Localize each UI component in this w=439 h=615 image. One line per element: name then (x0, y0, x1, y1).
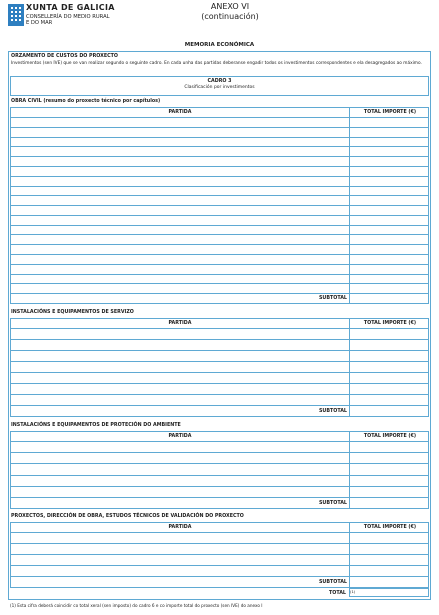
table-row-divider (11, 405, 428, 406)
table-row-divider (11, 463, 428, 464)
table-row-divider (11, 283, 428, 284)
cadro-title: CADRO 3 (207, 79, 232, 84)
column-divider (349, 108, 350, 303)
org-name: XUNTA DE GALICIA (26, 3, 115, 12)
table-row-divider (11, 350, 428, 351)
department-line-1: CONSELLERÍA DO MEDIO RURAL (26, 14, 110, 20)
header-divider (11, 441, 428, 442)
column-divider (349, 523, 350, 587)
column-header-partida: PARTIDA (168, 525, 192, 530)
table-row-divider (11, 543, 428, 544)
table-row-divider (11, 176, 428, 177)
document-title: MEMORIA ECONÓMICA (184, 42, 255, 48)
table-row-divider (11, 497, 428, 498)
department-line-2: E DO MAR (26, 20, 53, 26)
table-row-divider (11, 146, 428, 147)
column-header-total: TOTAL IMPORTE (€) (363, 321, 417, 326)
annex-title: ANEXO VI (210, 2, 250, 11)
table-row-divider (11, 576, 428, 577)
table-row-divider (11, 394, 428, 395)
table-row-divider (11, 293, 428, 294)
table-row-divider (11, 274, 428, 275)
table-row-divider (11, 234, 428, 235)
table-row-divider (11, 383, 428, 384)
column-divider (349, 319, 350, 416)
table-row-divider (11, 554, 428, 555)
subtotal-label: SUBTOTAL (318, 501, 347, 506)
table-row-divider (11, 186, 428, 187)
table-row-divider (11, 254, 428, 255)
section-title-proxectos: PROXECTOS, DIRECCIÓN DE OBRA, ESTUDOS TÉCNICOS DE VALIDACIÓN DO PROXECTO (11, 514, 244, 519)
galicia-logo-icon (8, 4, 24, 26)
annex-subtitle: (continuación) (201, 12, 259, 21)
table-row-divider (11, 195, 428, 196)
total-footnote-marker: (1) (350, 589, 356, 594)
table-proxectos (10, 522, 429, 588)
column-header-total: TOTAL IMPORTE (€) (363, 525, 417, 530)
subtotal-label: SUBTOTAL (318, 409, 347, 414)
table-row-divider (11, 244, 428, 245)
table-row-divider (11, 166, 428, 167)
subtotal-label: SUBTOTAL (318, 296, 347, 301)
section-title-ambiente: INSTALACIÓNS E EQUIPAMENTOS DE PROTECIÓN DO AMBIENTE (11, 423, 181, 428)
table-row-divider (11, 452, 428, 453)
total-label: TOTAL (328, 591, 346, 596)
table-row-divider (11, 361, 428, 362)
header-divider (11, 532, 428, 533)
table-row-divider (11, 339, 428, 340)
table-ambiente (10, 431, 429, 509)
table-row-divider (11, 225, 428, 226)
table-row-divider (11, 137, 428, 138)
table-row-divider (11, 127, 428, 128)
cadro-header (10, 76, 429, 96)
total-value-field[interactable] (349, 588, 429, 597)
column-header-partida: PARTIDA (168, 321, 192, 326)
cadro-subtitle: Clasificación por investimentos (184, 85, 255, 90)
table-row-divider (11, 215, 428, 216)
column-header-partida: PARTIDA (168, 434, 192, 439)
budget-intro-text: Investimentos (sen IVE) que se van realizar segundo o seguinte cadro. En cada unha das partidas deberanse engadir todos os investimentos correspondentes e ela desagregados ao máximo. (11, 61, 422, 66)
budget-section-title: ORZAMENTO DE CUSTOS DO PROXECTO (11, 54, 119, 59)
table-row-divider (11, 264, 428, 265)
subtotal-label: SUBTOTAL (318, 580, 347, 585)
table-obra-civil (10, 107, 429, 304)
table-row-divider (11, 205, 428, 206)
table-row-divider (11, 565, 428, 566)
header-divider (11, 117, 428, 118)
table-row-divider (11, 475, 428, 476)
column-header-total: TOTAL IMPORTE (€) (363, 110, 417, 115)
footnote: (1) Esta cifra deberá coincidir co total xeral (sen imposto) do cadro 6 e co importe total do proxecto (sen IVE) do anexo I (10, 603, 263, 608)
column-divider (349, 432, 350, 508)
table-row-divider (11, 486, 428, 487)
table-row-divider (11, 156, 428, 157)
header-divider (11, 328, 428, 329)
column-header-total: TOTAL IMPORTE (€) (363, 434, 417, 439)
section-title-obra-civil: OBRA CIVIL (resumo do proxecto técnico por capítulos) (11, 99, 161, 104)
table-servizo (10, 318, 429, 417)
table-row-divider (11, 372, 428, 373)
section-title-servizo: INSTALACIÓNS E EQUIPAMENTOS DE SERVIZO (11, 310, 134, 315)
column-header-partida: PARTIDA (168, 110, 192, 115)
